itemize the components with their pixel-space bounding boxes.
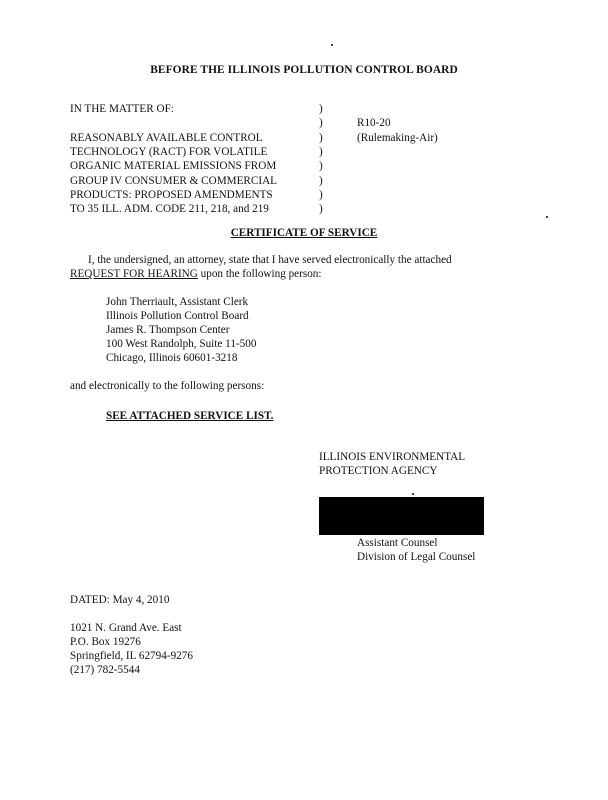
board-title: BEFORE THE ILLINOIS POLLUTION CONTROL BOARD (150, 64, 458, 76)
caption-paren: ) (319, 203, 323, 215)
certificate-statement: I, the undersigned, an attorney, state that I have served electronically the attached (88, 254, 452, 266)
redacted-signature (319, 497, 484, 535)
in-the-matter-of: IN THE MATTER OF: (70, 103, 174, 115)
recipient-line: Illinois Pollution Control Board (106, 310, 249, 322)
caption-paren: ) (319, 132, 323, 144)
recipient-line: Chicago, Illinois 60601-3218 (106, 352, 238, 364)
certificate-statement-line2 (70, 268, 322, 281)
caption-line: ORGANIC MATERIAL EMISSIONS FROM (70, 160, 277, 172)
service-list-note: SEE ATTACHED SERVICE LIST. (106, 410, 274, 422)
signer-division: Division of Legal Counsel (357, 551, 476, 563)
certificate-title: CERTIFICATE OF SERVICE (230, 227, 378, 239)
signer-role: Assistant Counsel (357, 537, 438, 549)
address-line: Springfield, IL 62794-9276 (70, 650, 193, 662)
caption-line: REASONABLY AVAILABLE CONTROL (70, 132, 263, 144)
request-for-hearing-link: REQUEST FOR HEARING (70, 268, 198, 280)
recipient-line: 100 West Randolph, Suite 11-500 (106, 338, 257, 350)
agency-name-line1: ILLINOIS ENVIRONMENTAL (319, 451, 466, 463)
address-line: (217) 782-5544 (70, 664, 140, 676)
case-type: (Rulemaking-Air) (357, 132, 438, 144)
agency-name-line2: PROTECTION AGENCY (319, 465, 438, 477)
dated-line: DATED: May 4, 2010 (70, 594, 170, 606)
caption-paren: ) (319, 175, 323, 187)
electronic-service-line: and electronically to the following persons: (70, 380, 265, 392)
caption-paren: ) (319, 117, 323, 129)
scan-speck (331, 44, 333, 46)
address-line: 1021 N. Grand Ave. East (70, 622, 182, 634)
caption-paren: ) (319, 189, 323, 201)
caption-paren: ) (319, 146, 323, 158)
case-number: R10-20 (357, 117, 391, 129)
address-line: P.O. Box 19276 (70, 636, 141, 648)
recipient-line: John Therriault, Assistant Clerk (106, 296, 249, 308)
scan-speck (546, 216, 548, 218)
caption-paren: ) (319, 103, 323, 115)
caption-line: GROUP IV CONSUMER & COMMERCIAL (70, 175, 277, 187)
caption-line: TECHNOLOGY (RACT) FOR VOLATILE (70, 146, 268, 158)
caption-line: PRODUCTS: PROPOSED AMENDMENTS (70, 189, 273, 201)
caption-paren: ) (319, 160, 323, 172)
caption-line: TO 35 ILL. ADM. CODE 211, 218, and 219 (70, 203, 269, 215)
statement-rest: upon the following person: (197, 268, 322, 280)
recipient-line: James R. Thompson Center (106, 324, 230, 336)
scan-speck (412, 493, 414, 495)
